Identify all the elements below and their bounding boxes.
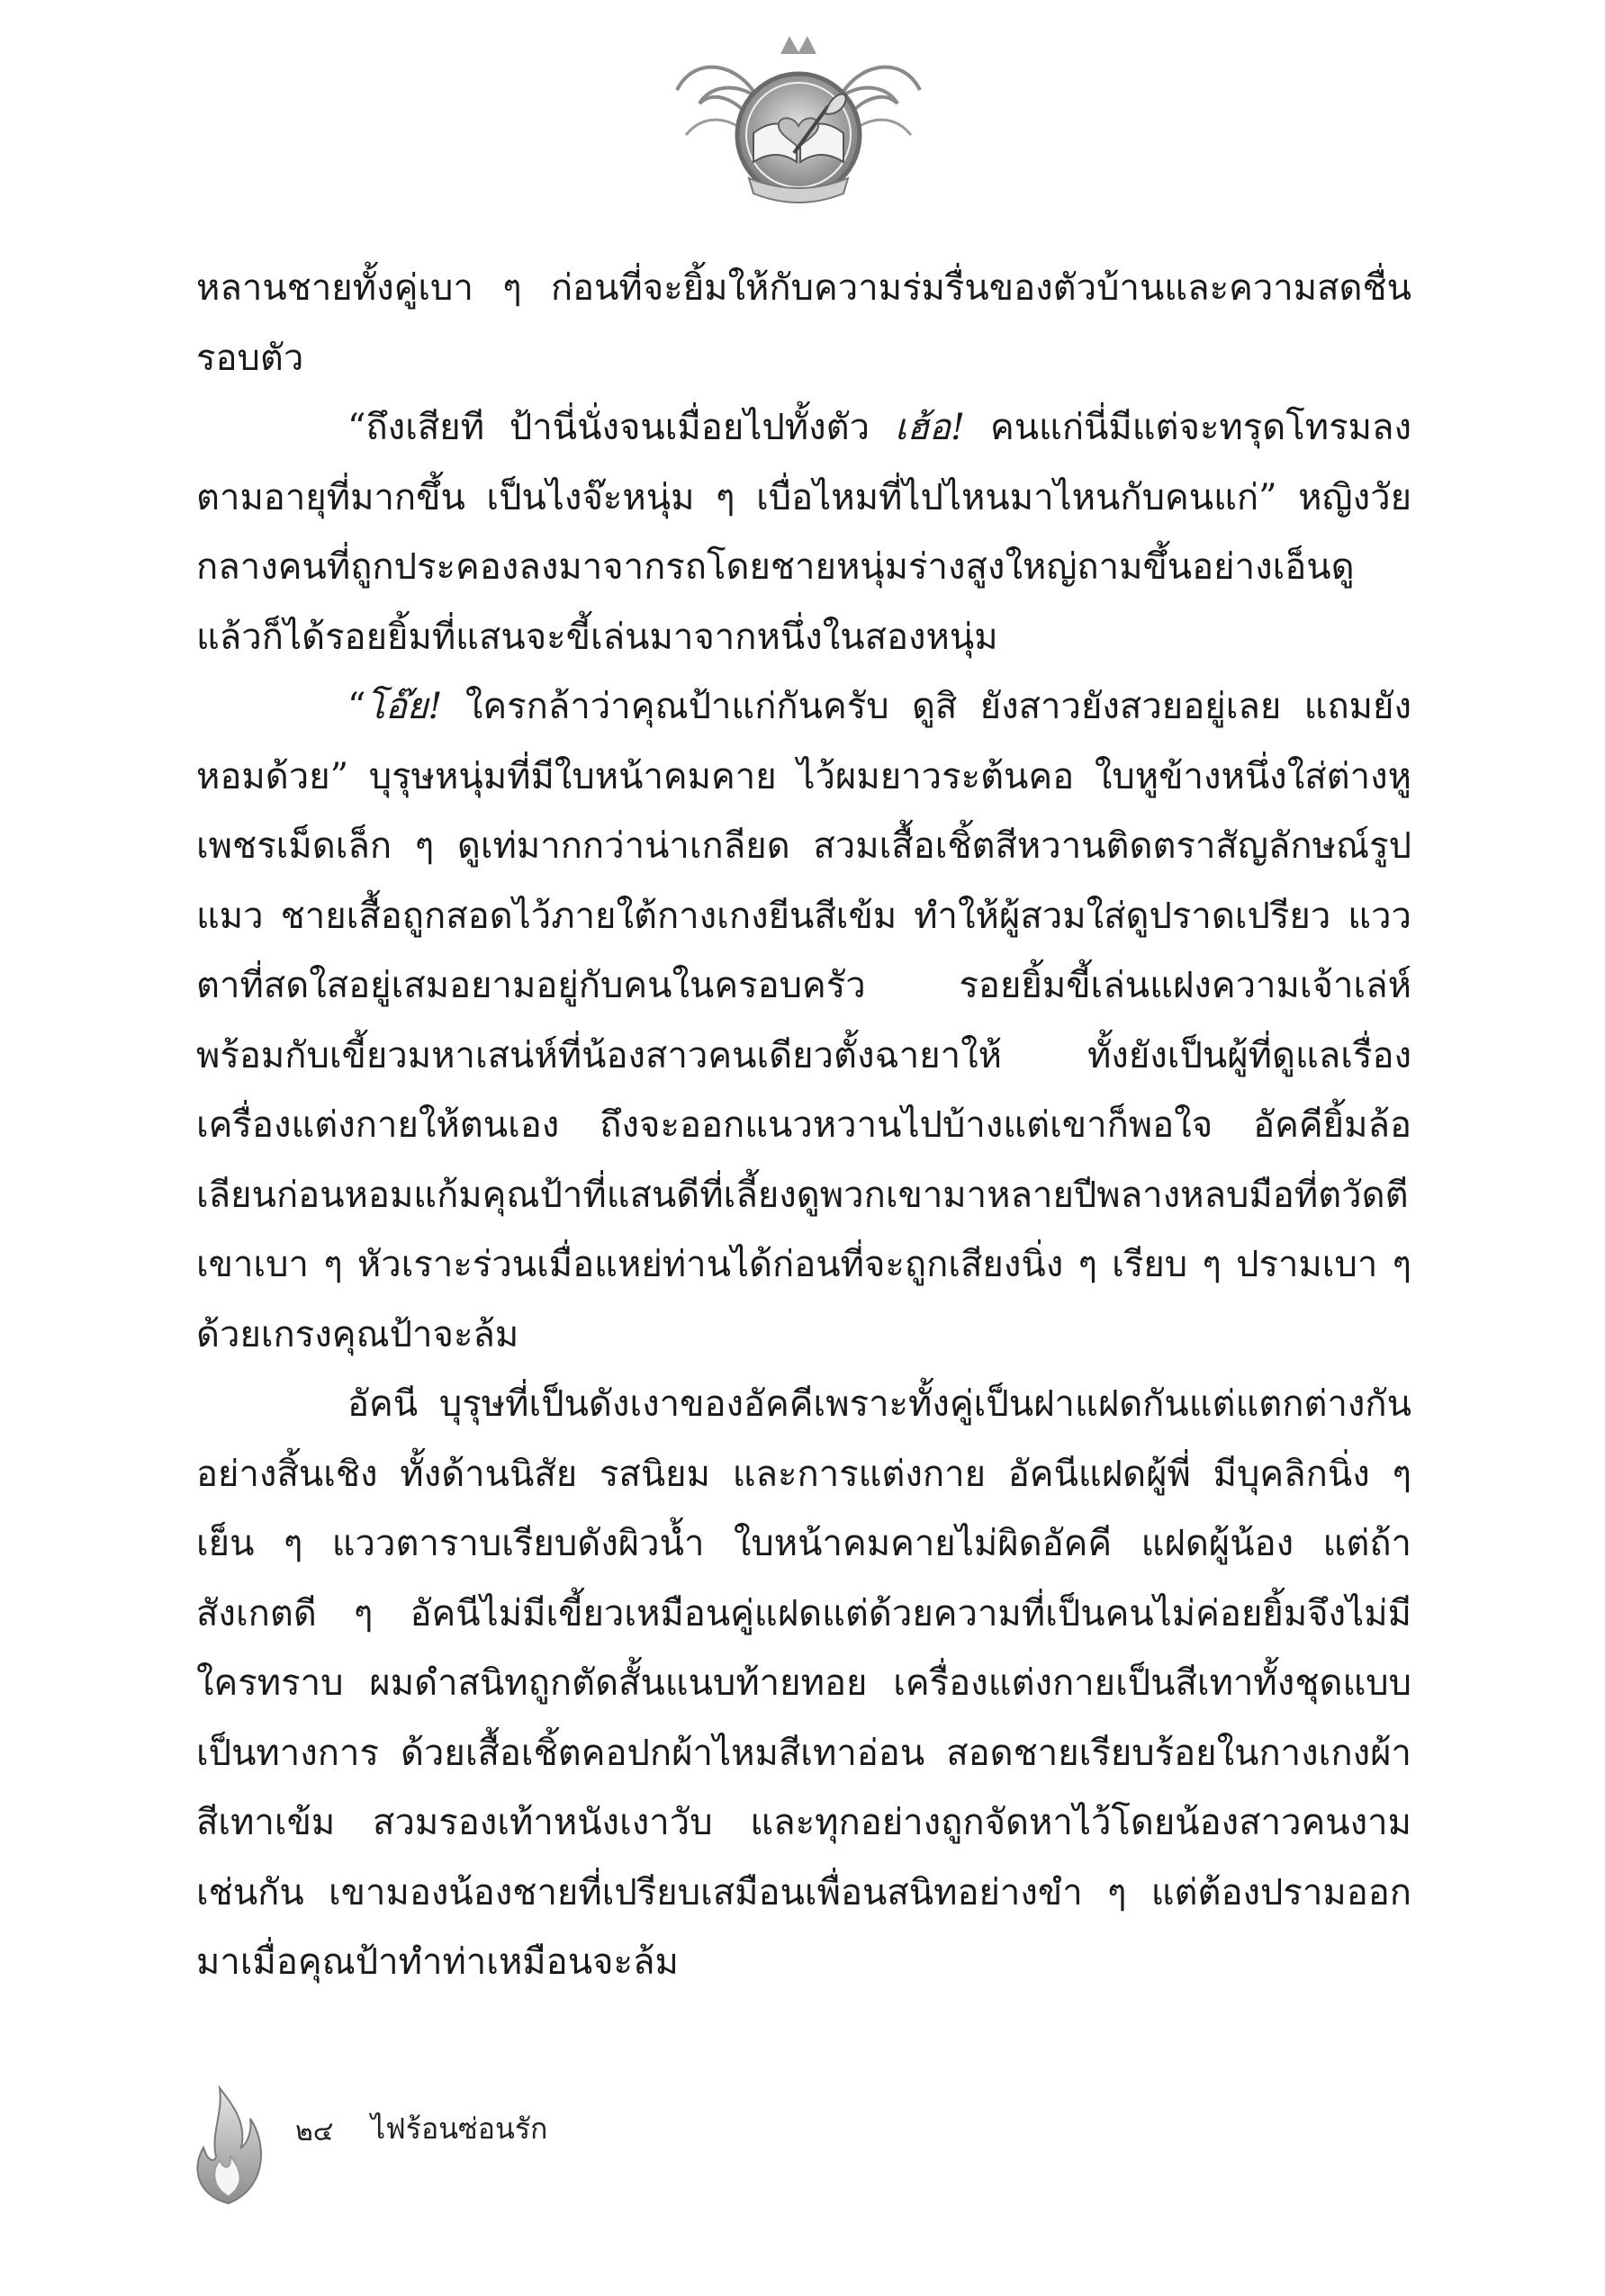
footer-flame <box>187 2070 270 2205</box>
paragraph-1: หลานชายทั้งคู่เบา ๆ ก่อนที่จะยิ้มให้กับความร่มรื่นของตัวบ้านและความสดชื่นรอบตัว <box>196 267 1411 379</box>
paragraph-3: “โอ๊ย! ใครกล้าว่าคุณป้าแก่กันครับ ดูสิ ยังสาวยังสวยอยู่เลย แถมยังหอมด้วย” บุรุษหนุ่มที่มีใบหน้าคมคาย ไว้ผมยาวระต้นคอ ใบหูข้างหนึ่งใส่ต่างหูเพชรเม็ดเล็ก ๆ ดูเท่มากกว่าน่าเกลียด สวมเสื้อเชิ้ตสีหวานติดตราสัญลักษณ์รูปแมว ชายเสื้อถูกสอดไว้ภายใต้กางเกงยีนสีเข้ม ทำให้ผู้สวมใส่ดูปราดเปรียว แววตาที่สดใสอยู่เสมอยามอยู่กับคนในครอบครัว รอยยิ้มขี้เล่นแฝงความเจ้าเล่ห์พร้อมกับเขี้ยวมหาเสน่ห์ที่น้องสาวคนเดียวตั้งฉายาให้ ทั้งยังเป็นผู้ที่ดูแลเรื่องเครื่องแต่งกายให้ตนเอง ถึงจะออกแนวหวานไปบ้างแต่เขาก็พอใจ อัคคียิ้มล้อเลียนก่อนหอมแก้มคุณป้าที่แสนดีที่เลี้ยงดูพวกเขามาหลายปีพลางหลบมือที่ตวัดตีเขาเบา ๆ หัวเราะร่วนเมื่อแหย่ท่านได้ก่อนที่จะถูกเสียงนิ่ง ๆ เรียบ ๆ ปรามเบา ๆ ด้วยเกรงคุณป้าจะล้ม <box>196 686 1411 1355</box>
body-text <box>196 254 1411 1998</box>
paragraph-4: อัคนี บุรุษที่เป็นดังเงาของอัคคีเพราะทั้งคู่เป็นฝาแฝดกันแต่แตกต่างกันอย่างสิ้นเชิง ทั้งด้านนิสัย รสนิยม และการแต่งกาย อัคนีแฝดผู้พี่ มีบุคลิกนิ่ง ๆ เย็น ๆ แววตาราบเรียบดังผิวน้ำ ใบหน้าคมคายไม่ผิดอัคคี แฝดผู้น้อง แต่ถ้าสังเกตดี ๆ อัคนีไม่มีเขี้ยวเหมือนคู่แฝดแต่ด้วยความที่เป็นคนไม่ค่อยยิ้มจึงไม่มีใครทราบ ผมดำสนิทถูกตัดสั้นแนบท้ายทอย เครื่องแต่งกายเป็นสีเทาทั้งชุดแบบเป็นทางการ ด้วยเสื้อเชิ้ตคอปกผ้าไหมสีเทาอ่อน สอดชายเรียบร้อยในกางเกงผ้าสีเทาเข้ม สวมรองเท้าหนังเงาวับ และทุกอย่างถูกจัดหาไว้โดยน้องสาวคนงามเช่นกัน เขามองน้องชายที่เปรียบเสมือนเพื่อนสนิทอย่างขำ ๆ แต่ต้องปรามออกมาเมื่อคุณป้าทำท่าเหมือนจะล้ม <box>196 1383 1411 1983</box>
flame-icon <box>187 2070 270 2205</box>
header-emblem <box>659 27 938 216</box>
book-title: ไฟร้อนซ่อนรัก <box>371 2111 548 2146</box>
ornamental-book-emblem-icon <box>659 27 938 216</box>
paragraph-2: “ถึงเสียที ป้านี่นั่งจนเมื่อยไปทั้งตัว เฮ้อ! คนแก่นี่มีแต่จะทรุดโทรมลงตามอายุที่มากขึ้น เป็นไงจ๊ะหนุ่ม ๆ เบื่อไหมที่ไปไหนมาไหนกับคนแก่” หญิงวัยกลางคนที่ถูกประคองลงมาจากรถโดยชายหนุ่มร่างสูงใหญ่ถามขึ้นอย่างเอ็นดู แล้วก็ได้รอยยิ้มที่แสนจะขี้เล่นมาจากหนึ่งในสองหนุ่ม <box>196 407 1412 658</box>
page-number: ๒๔ <box>295 2116 334 2147</box>
